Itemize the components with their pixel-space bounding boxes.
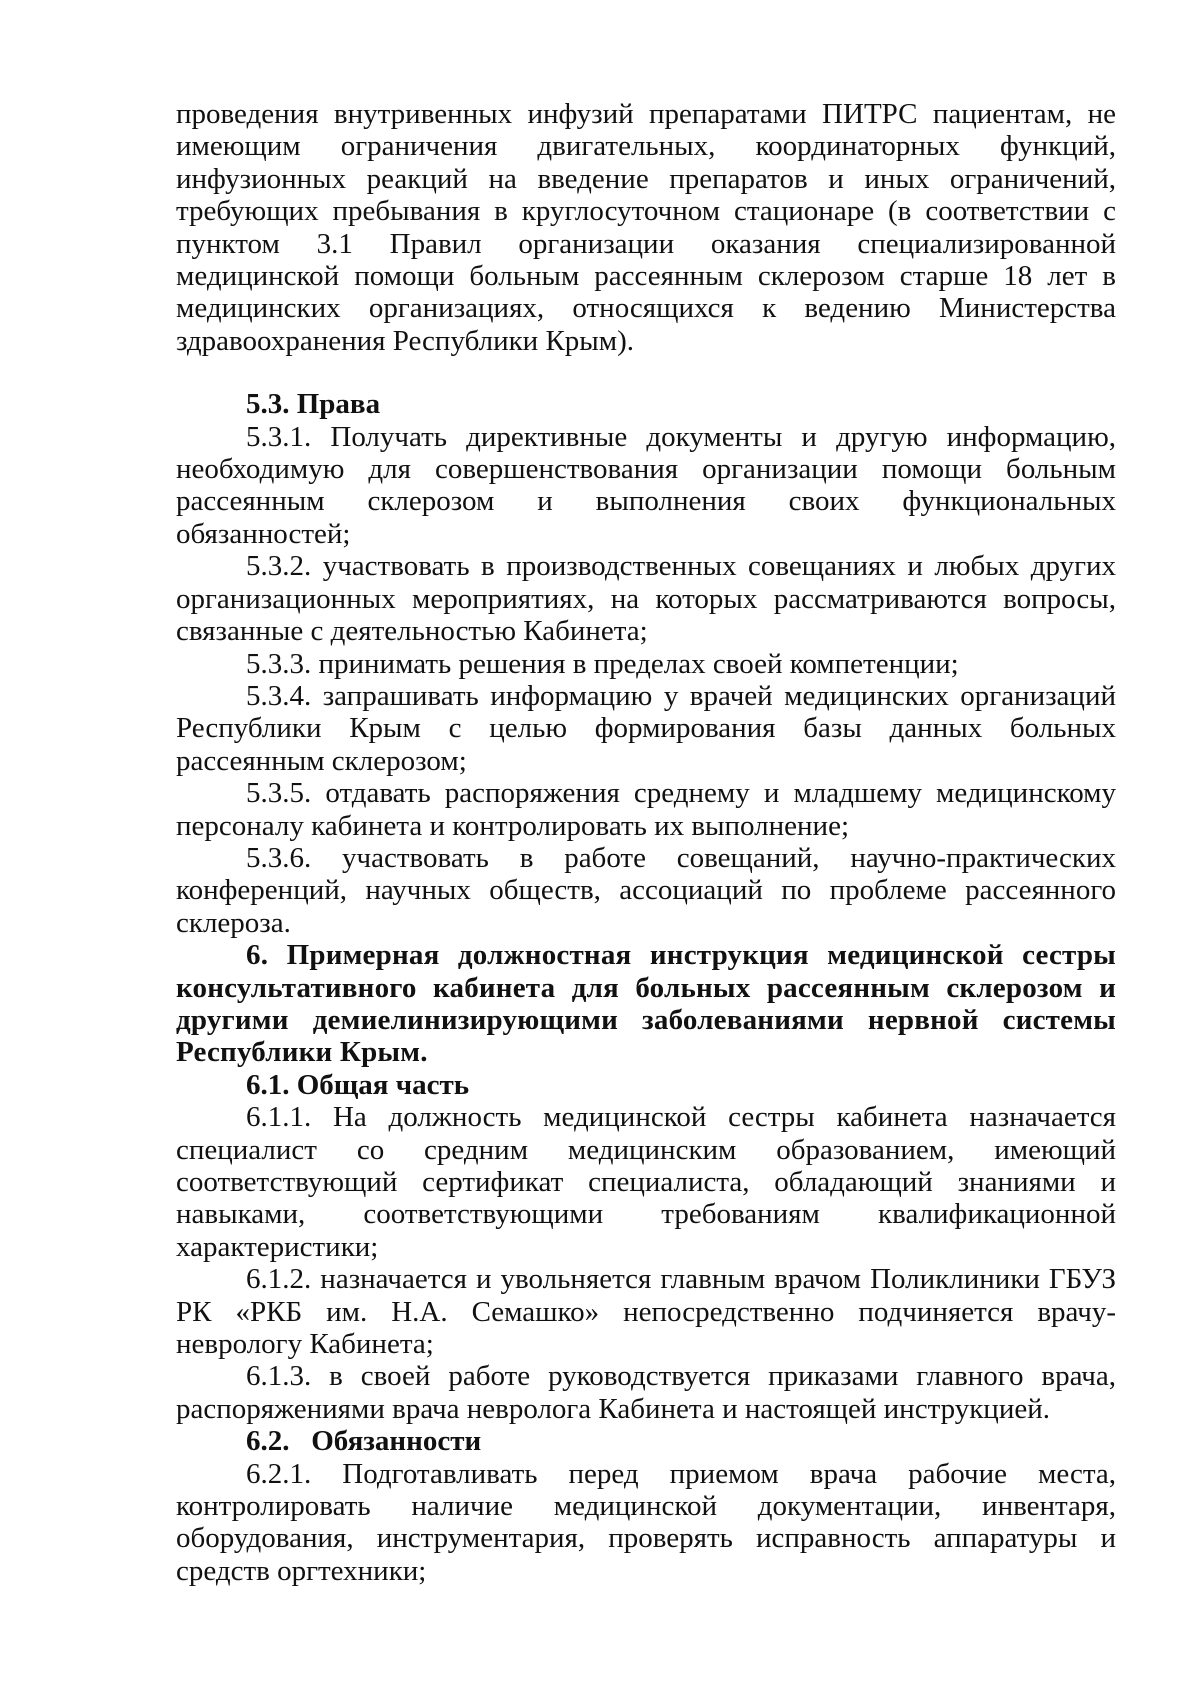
section-heading-6-2: 6.2. Обязанности: [246, 1425, 482, 1458]
section-heading-6: 6. Примерная должностная инструкция медицинской сестры консультативного кабинета для больных рассеянным склерозом и другими демиелинизирующими заболеваниями нервной системы Республики Крым.: [176, 939, 1116, 1069]
list-item-6-1-2: 6.1.2. назначается и увольняется главным врачом Поликлиники ГБУЗ РК «РКБ им. Н.А. Семашко» непосредственно подчиняется врачу-неврологу Кабинета;: [176, 1263, 1116, 1361]
list-item-5-3-4: 5.3.4. запрашивать информацию у врачей медицинских организаций Республики Крым с целью формирования базы данных больных рассеянным склерозом;: [176, 679, 1116, 777]
document-body: [176, 98, 1116, 1587]
paragraph-continuation: проведения внутривенных инфузий препаратами ПИТРС пациентам, не имеющим ограничения двигательных, координаторных функций, инфузионных реакций на введение препаратов и иных ограничений, требующих пребывания в круглосуточном стационаре (в соответствии с пунктом 3.1 Правил организации оказания специализированной медицинской помощи больным рассеянным склерозом старше 18 лет в медицинских организациях, относящихся к ведению Министерства здравоохранения Республики Крым).: [176, 98, 1116, 357]
list-item-6-1-1: 6.1.1. На должность медицинской сестры кабинета назначается специалист со средним медицинским образованием, имеющий соответствующий сертификат специалиста, обладающий знаниями и навыками, соответствующими требованиям квалификационной характеристики;: [176, 1101, 1116, 1263]
list-item-5-3-1: 5.3.1. Получать директивные документы и другую информацию, необходимую для совершенствования организации помощи больным рассеянным склерозом и выполнения своих функциональных обязанностей;: [176, 420, 1116, 550]
list-item-5-3-6: 5.3.6. участвовать в работе совещаний, научно-практических конференций, научных обществ, ассоциаций по проблеме рассеянного склероза.: [176, 841, 1116, 939]
paragraph-gap: [176, 357, 1116, 388]
list-item-6-2-1: 6.2.1. Подготавливать перед приемом врача рабочие места, контролировать наличие медицинской документации, инвентаря, оборудования, инструментария, проверять исправность аппаратуры и средств оргтехники;: [176, 1457, 1116, 1587]
list-item-6-1-3: 6.1.3. в своей работе руководствуется приказами главного врача, распоряжениями врача невролога Кабинета и настоящей инструкцией.: [176, 1360, 1116, 1425]
list-item-5-3-3: 5.3.3. принимать решения в пределах своей компетенции;: [246, 647, 959, 680]
list-item-5-3-2: 5.3.2. участвовать в производственных совещаниях и любых других организационных мероприятиях, на которых рассматриваются вопросы, связанные с деятельностью Кабинета;: [176, 550, 1116, 648]
list-item-5-3-5: 5.3.5. отдавать распоряжения среднему и младшему медицинскому персоналу кабинета и контролировать их выполнение;: [176, 777, 1116, 842]
section-heading-5-3: 5.3. Права: [246, 388, 381, 421]
section-heading-6-1: 6.1. Общая часть: [246, 1068, 470, 1101]
